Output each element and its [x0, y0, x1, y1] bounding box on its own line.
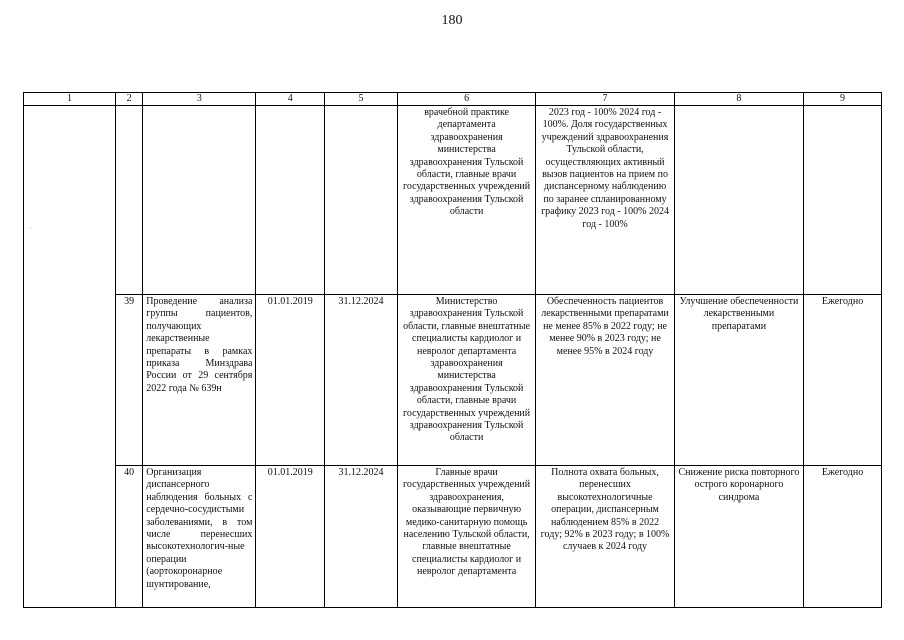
indicator-cell: 2023 год - 100% 2024 год - 100%. Доля государственных учреждений здравоохранения Тульской области, осуществляющих активный вызов пациентов на прием по диспансерному наблюдению по заранее спланированному графику 2023 год - 100% 2024 год - 100% — [536, 106, 674, 295]
scan-dot: · — [29, 224, 32, 233]
activity-cell: Проведение анализа группы пациентов, получающих лекарственные препараты в рамках приказа Минздрава России от 29 сентября 2022 года № 639н — [143, 295, 256, 466]
end-date-cell: 31.12.2024 — [325, 295, 398, 466]
end-date-cell: 31.12.2024 — [325, 466, 398, 608]
column-number-row — [24, 93, 882, 106]
start-date-cell: 01.01.2019 — [256, 295, 325, 466]
frequency-cell: Ежегодно — [804, 295, 882, 466]
plan-table — [23, 92, 882, 608]
page-number: 180 — [441, 13, 463, 28]
column-header: 1 — [24, 93, 116, 106]
column-header: 3 — [143, 93, 256, 106]
indicator-cell: Полнота охвата больных, перенесших высокотехнологичные операции, диспансерным наблюдением 85% в 2022 году; 92% в 2023 году; в 100% случаев к 2024 году — [536, 466, 674, 608]
column-header: 8 — [674, 93, 803, 106]
responsible-cell: Главные врачи государственных учреждений здравоохранения, оказывающие первичную медико-санитарную помощь населению Тульской области, главные внештатные специалисты кардиолог и невролог департамента — [397, 466, 535, 608]
responsible-cell: Министерство здравоохранения Тульской области, главные внештатные специалисты кардиолог и невролог департамента здравоохранения министерства здравоохранения Тульской области, главные врачи государственных учреждений здравоохранения Тульской области — [397, 295, 535, 466]
empty-cell-col1 — [24, 106, 116, 608]
frequency-cell: Ежегодно — [804, 466, 882, 608]
table-row — [24, 466, 882, 608]
end-date-cell — [325, 106, 398, 295]
column-header: 6 — [397, 93, 535, 106]
table-row — [24, 295, 882, 466]
column-header: 4 — [256, 93, 325, 106]
table-row — [24, 106, 882, 295]
indicator-cell: Обеспеченность пациентов лекарственными препаратами не менее 85% в 2022 году; не менее 90% в 2023 году; не менее 95% в 2024 году — [536, 295, 674, 466]
row-number-cell: 40 — [115, 466, 142, 608]
responsible-cell: врачебной практике департамента здравоохранения министерства здравоохранения Тульской области, главные врачи государственных учреждений здравоохранения Тульской области — [397, 106, 535, 295]
result-cell: Улучшение обеспеченности лекарственными препаратами — [674, 295, 803, 466]
row-number-cell — [115, 106, 142, 295]
result-cell — [674, 106, 803, 295]
start-date-cell — [256, 106, 325, 295]
result-cell: Снижение риска повторного острого коронарного синдрома — [674, 466, 803, 608]
start-date-cell: 01.01.2019 — [256, 466, 325, 608]
column-header: 2 — [115, 93, 142, 106]
column-header: 9 — [804, 93, 882, 106]
column-header: 7 — [536, 93, 674, 106]
row-number-cell: 39 — [115, 295, 142, 466]
column-header: 5 — [325, 93, 398, 106]
frequency-cell — [804, 106, 882, 295]
activity-cell — [143, 106, 256, 295]
activity-cell: Организация диспансерного наблюдения больных с сердечно-сосудистыми заболеваниями, в том числе перенесших высокотехнологич-ные операции (аортокоронарное шунтирование, — [143, 466, 256, 608]
